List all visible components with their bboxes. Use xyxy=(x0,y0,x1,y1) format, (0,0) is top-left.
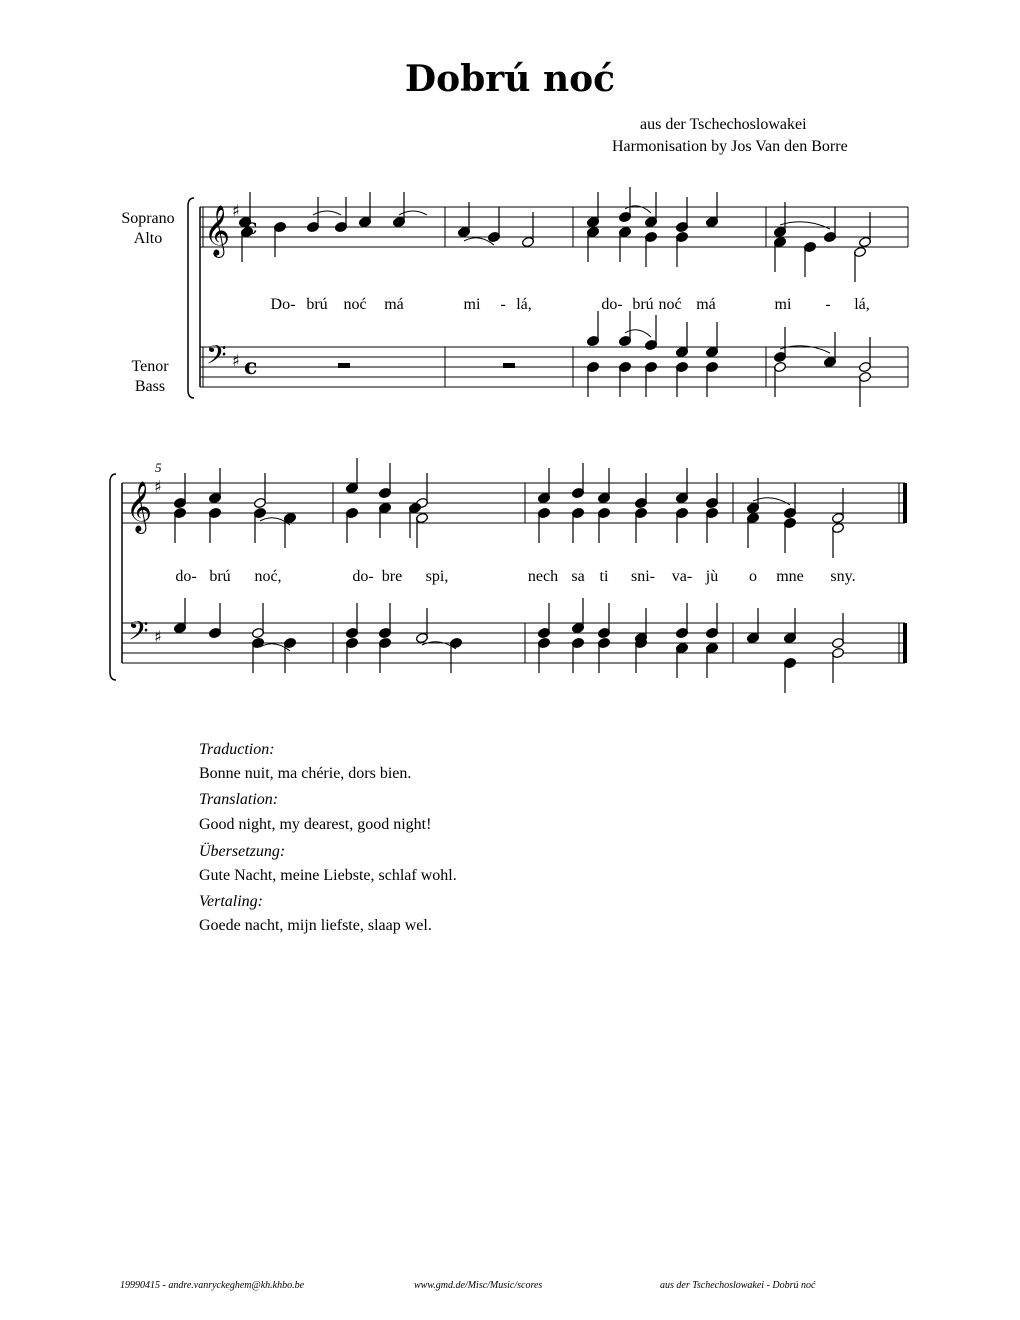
lyric-syllable: noć xyxy=(658,296,682,313)
lyric-syllable: má xyxy=(384,296,404,313)
song-title: Dobrú noć xyxy=(404,58,616,100)
lyric-syllable: mi xyxy=(774,296,792,313)
lyric-syllable: - xyxy=(825,296,831,313)
lyric-syllable: do- xyxy=(352,568,374,585)
lyric-syllable: brú xyxy=(632,296,654,313)
system-brace xyxy=(188,198,194,398)
lyric-syllable: do- xyxy=(175,568,197,585)
lyric-syllable: do- xyxy=(601,296,623,313)
lyric-syllable: lá, xyxy=(516,296,532,313)
whole-rest xyxy=(338,363,350,368)
common-time-icon: c xyxy=(244,354,258,380)
slur xyxy=(780,222,830,229)
lyric-syllable: mne xyxy=(776,568,804,585)
lyric-syllable: bre xyxy=(381,568,403,585)
sharp-icon: ♯ xyxy=(154,477,162,496)
lyric-syllable: ti xyxy=(599,568,609,585)
bass-clef-icon: 𝄢 xyxy=(128,615,149,653)
label-tenor: Tenor xyxy=(131,358,169,375)
system-brace-2 xyxy=(110,474,116,680)
origin-credit: aus der Tschechoslowakei xyxy=(640,116,807,133)
lyric-syllable: noć, xyxy=(254,568,282,585)
lyric-syllable: mi xyxy=(463,296,481,313)
lyric-syllable: - xyxy=(500,296,506,313)
translation-heading-nl: Vertaling: xyxy=(199,893,263,910)
translation-heading-en: Translation: xyxy=(199,791,279,808)
footer-song: aus der Tschechoslowakei - Dobrú noć xyxy=(660,1280,816,1291)
treble-clef-icon: 𝄞 xyxy=(126,481,153,532)
lyric-syllable: Do- xyxy=(270,296,296,313)
label-alto: Alto xyxy=(133,230,163,247)
lyric-syllable: spi, xyxy=(425,568,449,585)
translation-heading-fr: Traduction: xyxy=(199,741,275,758)
lyric-syllable: va- xyxy=(671,568,693,585)
slur xyxy=(625,330,651,337)
footer-date-email: 19990415 - andre.vanryckeghem@kh.khbo.be xyxy=(120,1280,305,1291)
lyric-syllable: má xyxy=(696,296,716,313)
lyric-syllable: sa xyxy=(571,568,585,585)
translation-text-en: Good night, my dearest, good night! xyxy=(199,816,432,833)
sharp-icon: ♯ xyxy=(232,201,240,220)
label-bass: Bass xyxy=(134,378,166,395)
slur xyxy=(399,211,427,215)
slur xyxy=(313,211,341,215)
bass-clef-icon: 𝄢 xyxy=(206,339,227,377)
translation-text-nl: Goede nacht, mijn liefste, slaap wel. xyxy=(199,917,432,934)
common-time-icon: c xyxy=(244,214,258,240)
lyric-syllable: brú xyxy=(209,568,231,585)
lyric-syllable: noć xyxy=(343,296,367,313)
lyric-syllable: nech xyxy=(527,568,559,585)
label-soprano: Soprano xyxy=(121,210,175,227)
translation-text-de: Gute Nacht, meine Liebste, schlaf wohl. xyxy=(199,867,457,884)
whole-rest xyxy=(503,363,515,368)
translation-heading-de: Übersetzung: xyxy=(199,843,286,860)
lyric-syllable: o xyxy=(749,568,757,585)
lyric-syllable: jù xyxy=(705,568,719,585)
lyric-syllable: lá, xyxy=(854,296,870,313)
bar-number: 5 xyxy=(155,460,162,475)
lyric-syllable: sni- xyxy=(631,568,655,585)
treble-clef-icon: 𝄞 xyxy=(204,205,231,256)
sharp-icon: ♯ xyxy=(154,627,162,646)
lyric-syllable: brú xyxy=(306,296,328,313)
footer-url: www.gmd.de/Misc/Music/scores xyxy=(414,1280,543,1291)
translation-text-fr: Bonne nuit, ma chérie, dors bien. xyxy=(199,765,412,782)
lyric-syllable: sny. xyxy=(830,568,856,585)
sharp-icon: ♯ xyxy=(232,351,240,370)
harmonisation-credit: Harmonisation by Jos Van den Borre xyxy=(612,138,848,155)
